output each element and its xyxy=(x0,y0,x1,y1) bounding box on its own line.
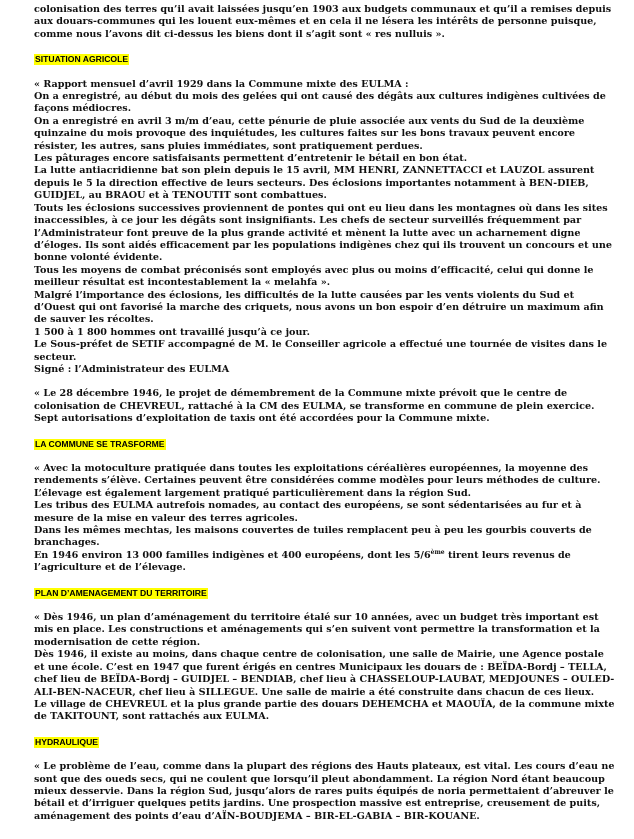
superscript: ème xyxy=(430,548,445,556)
paragraph-line: Tous les moyens de combat préconisés sont employés avec plus ou moins d’efficacité, celui qui donne le meilleur résultat est incontestablement la « melahfa ». xyxy=(34,264,594,289)
section-heading-commune: LA COMMUNE SE TRASFORME xyxy=(35,438,165,449)
text-span: En 1946 environ 13 000 familles indigènes et 400 européens, dont les 5/6 xyxy=(34,549,431,561)
paragraph-line: Les tribus des EULMA autrefois nomades, au contact des européens, se sont sédentarisées au fur et à mesure de la mise en valeur des terres agricoles. xyxy=(34,500,582,524)
section-plan xyxy=(34,612,616,724)
section-heading-wrap xyxy=(34,439,616,451)
paragraph-line: Le Sous-préfet de SETIF accompagné de M. le Conseiller agricole a effectué une tournée de visites dans le secteur. xyxy=(34,339,608,363)
signature-line: Signé : l’Administrateur des EULMA xyxy=(34,363,230,375)
section-situation-agricole xyxy=(34,79,616,426)
paragraph-line: 1 500 à 1 800 hommes ont travaillé jusqu’à ce jour. xyxy=(34,326,310,338)
section-heading-plan: PLAN D’AMENAGEMENT DU TERRITOIRE xyxy=(35,587,207,598)
section-heading-situation-agricole: SITUATION AGRICOLE xyxy=(35,54,129,65)
paragraph-line: Sept autorisations d’exploitation de taxis ont été accordées pour la Commune mixte. xyxy=(34,413,490,425)
paragraph-line: « Rapport mensuel d’avril 1929 dans la Commune mixte des EULMA : xyxy=(34,78,409,90)
section-heading-wrap xyxy=(34,54,616,66)
paragraph-line: « Dès 1946, un plan d’aménagement du territoire étalé sur 10 années, avec un budget très important est mis en place. Les constructions et aménagements qui s’en suivent vont permettre la transformation et la modernisation de cette région. xyxy=(34,612,600,648)
paragraph-line: Dès 1946, il existe au moins, dans chaque centre de colonisation, une salle de Mairie, une Agence postale et une école. C’est en 1947 que furent érigés en centres Municipaux les douars de : BEÏDA-Bordj – TELLA, chef lieu de BEÏDA-Bordj – GUIDJEL – BENDIAB, chef lieu à CHASSELOUP-LAUBAT, MEDJOUNES – OULED-ALI-BEN-NACEUR, chef lieu à SILLEGUE. Une salle de mairie a été construite dans chacun de ces lieux. xyxy=(34,649,615,698)
paragraph-line: On a enregistré en avril 3 m/m d’eau, cette pénurie de pluie associée aux vents du Sud de la deuxième quinzaine du mois provoque des inquiétudes, les cultures faites sur les bons travaux peuvent encore résister, les autres, sans pluies immédiates, sont pratiquement perdues. xyxy=(34,115,585,152)
section-hydraulique xyxy=(34,761,616,823)
paragraph-line xyxy=(34,550,616,575)
paragraph-line: On a enregistré, au début du mois des gelées qui ont causé des dégâts aux cultures indigènes cultivées de façons médiocres. xyxy=(34,91,606,115)
paragraph-line: « Le problème de l’eau, comme dans la plupart des régions des Hauts plateaux, est vital. Les cours d’eau ne sont que des oueds secs, qui ne coulent que lorsqu’il pleut abondamment. La région Nord étant beaucoup mieux desservie. Dans la région Sud, jusqu’alors de rares puits équipés de noria permettaient d’abreuver le bétail et d’irriguer quelques petits jardins. Une prospection massive est entreprise, creusement de puits, aménagement des points d’eau d’AÏN-BOUDJEMA – BIR-EL-GABIA – BIR-KOUANE. xyxy=(34,761,615,822)
section-commune xyxy=(34,463,616,575)
paragraph-line: Touts les éclosions successives proviennent de pontes qui ont eu lieu dans les montagnes où dans les sites inaccessibles, à ce jour les dégâts sont insignifiants. Les chefs de secteur surveillés fréquemment par l’Administrateur font preuve de la plus grande activité et mènent la lutte avec un acharnement digne d’éloges. Ils sont aidés efficacement par les populations indigènes chez qui ils trouvent un concours et une bonne volonté évidente. xyxy=(34,202,612,264)
paragraph-line: « Le 28 décembre 1946, le projet de démembrement de la Commune mixte prévoit que le centre de colonisation de CHEVREUL, rattaché à la CM des EULMA, se transforme en commune de plein exercice. xyxy=(34,388,595,412)
paragraph-line: Dans les mêmes mechtas, les maisons couvertes de tuiles remplacent peu à peu les gourbis couverts de branchages. xyxy=(34,525,592,549)
intro-paragraph: colonisation des terres qu’il avait laissées jusqu’en 1903 aux budgets communaux et qu’il a remises depuis aux douars-communes qui les louent eux-mêmes et en cela il ne lésera les intérêts de personne puisque, comme nous l’avons dit ci-dessus les biens dont il s’agit sont « res nulluis ». xyxy=(34,4,612,40)
text-span: tirent leurs revenus de l’agriculture et de l’élevage. xyxy=(34,549,571,574)
paragraph-line: Le village de CHEVREUL et la plus grande partie des douars DEHEMCHA et MAOUÏA, de la commune mixte de TAKITOUNT, sont rattachés aux EULMA. xyxy=(34,698,615,723)
section-heading-wrap xyxy=(34,737,616,749)
paragraph-line: La lutte antiacridienne bat son plein depuis le 15 avril, MM HENRI, ZANNETTACCI et LAUZOL assurent depuis le 5 la direction effective de leurs secteurs. Des éclosions importantes notamment à BEN-DIEB, GUIDJEL, au BRAOU et à TENOUTIT sont combattues. xyxy=(34,165,595,202)
section-heading-wrap xyxy=(34,588,616,600)
section-heading-hydraulique: HYDRAULIQUE xyxy=(35,736,99,747)
paragraph-line: Les pâturages encore satisfaisants permettent d’entretenir le bétail en bon état. xyxy=(34,153,468,165)
paragraph-line: « Avec la motoculture pratiquée dans toutes les exploitations céréalières européennes, la moyenne des rendements s’élève. Certaines peuvent être considérées comme modèles pour leurs méthodes de culture. xyxy=(34,463,601,487)
paragraph-line: Malgré l’importance des éclosions, les difficultés de la lutte causées par les vents violents du Sud et d’Ouest qui ont favorisé la marche des criquets, nous avons un bon espoir d’en détruire un maximum afin de sauver les récoltes. xyxy=(34,289,604,326)
paragraph-line: L’élevage est également largement pratiqué particulièrement dans la région Sud. xyxy=(34,487,471,499)
